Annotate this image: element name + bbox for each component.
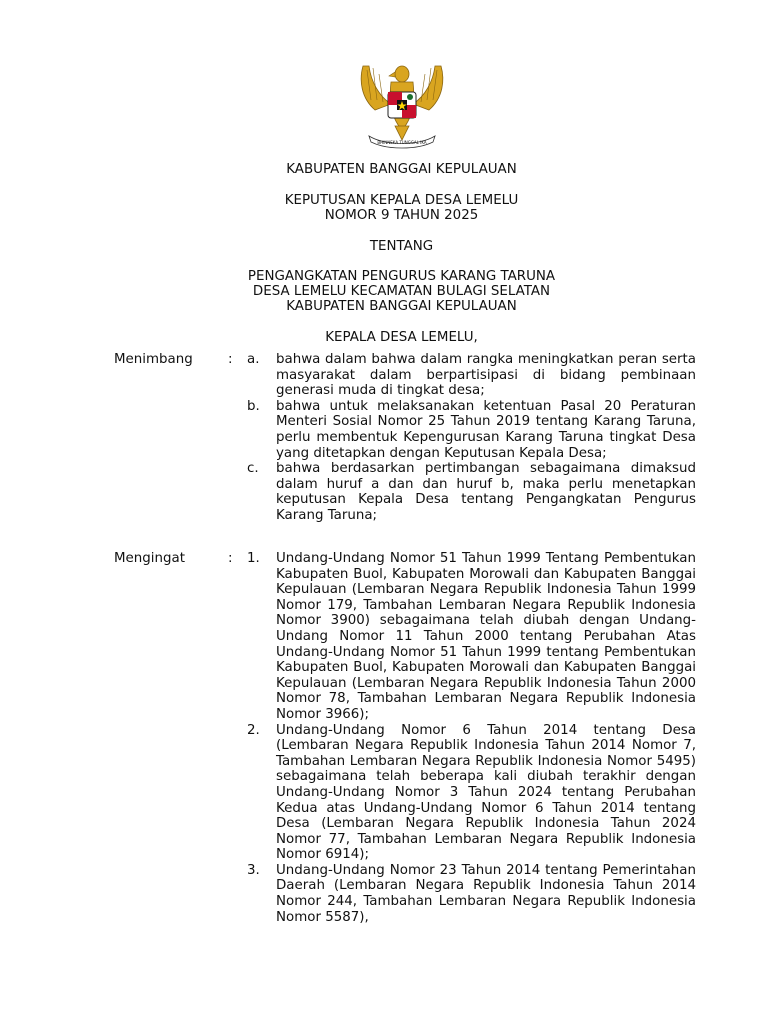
garuda-pancasila-emblem bbox=[355, 60, 449, 150]
menimbang-item bbox=[114, 399, 696, 461]
mengingat-item bbox=[114, 723, 696, 863]
item-marker: 1. bbox=[247, 551, 260, 566]
item-marker: 2. bbox=[247, 722, 260, 738]
item-text: bahwa berdasarkan pertimbangan sebagaimana dimaksud dalam huruf a dan dan huruf b, maka perlu menetapkan keputusan Kepala Desa tentang Pengangkatan Pengurus Karang Taruna; bbox=[276, 461, 696, 523]
item-text: Undang-Undang Nomor 51 Tahun 1999 Tentang Pembentukan Kabupaten Buol, Kabupaten Morowali dan Kabupaten Banggai Kepulauan (Lembaran Negara Republik Indonesia Tahun 1999 Nomor 179, Tambahan Lembaran Negara Republik Indonesia Nomor 3900) sebagaimana telah diubah dengan Undang-Undang Nomor 11 Tahun 2000 tentang Perubahan Atas Undang-Undang Nomor 51 Tahun 1999 tentang Pembentukan Kabupaten Buol, Kabupaten Morowali dan Kabupaten Banggai Kepulauan (Lembaran Negara Republik Indonesia Tahun 2000 Nomor 78, Tambahan Lembaran Negara Republik Indonesia Nomor 3966); bbox=[276, 551, 696, 722]
item-marker: c. bbox=[247, 461, 259, 477]
menimbang-section bbox=[114, 352, 696, 524]
subject-line-1: PENGANGKATAN PENGURUS KARANG TARUNA bbox=[247, 269, 556, 284]
subject-line-2: DESA LEMELU KECAMATAN BULAGI SELATAN bbox=[252, 284, 551, 299]
mengingat-colon: : bbox=[228, 551, 233, 566]
mengingat-item bbox=[114, 863, 696, 925]
item-marker: 3. bbox=[247, 862, 260, 878]
menimbang-item bbox=[114, 352, 696, 399]
item-text: bahwa untuk melaksanakan ketentuan Pasal 20 Peraturan Menteri Sosial Nomor 25 Tahun 2019 tentang Karang Taruna, perlu membentuk Kepengurusan Karang Taruna tingkat Desa yang ditetapkan dengan Keputusan Kepala Desa; bbox=[276, 398, 696, 461]
regency-title: KABUPATEN BANGGAI KEPULAUAN bbox=[286, 162, 517, 177]
decree-title: KEPUTUSAN KEPALA DESA LEMELU bbox=[284, 193, 519, 208]
subject-line-3: KABUPATEN BANGGAI KEPULAUAN bbox=[286, 299, 517, 314]
item-marker: a. bbox=[247, 352, 260, 367]
menimbang-item bbox=[114, 461, 696, 523]
about-heading: TENTANG bbox=[369, 239, 434, 254]
mengingat-label: Mengingat bbox=[114, 551, 185, 566]
mengingat-section bbox=[114, 551, 696, 925]
item-text: Undang-Undang Nomor 23 Tahun 2014 tentang Pemerintahan Daerah (Lembaran Negara Republik Indonesia Tahun 2014 Nomor 244, Tambahan Lembaran Negara Republik Indonesia Nomor 5587), bbox=[276, 862, 696, 925]
item-marker: b. bbox=[247, 398, 260, 414]
mengingat-item bbox=[114, 551, 696, 723]
svg-text:BHINNEKA TUNGGAL IKA: BHINNEKA TUNGGAL IKA bbox=[377, 140, 427, 145]
menimbang-colon: : bbox=[228, 352, 233, 367]
official-title: KEPALA DESA LEMELU, bbox=[325, 330, 478, 345]
item-text: Undang-Undang Nomor 6 Tahun 2014 tentang Desa (Lembaran Negara Republik Indonesia Tahun 2014 Nomor 7, Tambahan Lembaran Negara Republik Indonesia Nomor 5495) sebagaimana telah beberapa kali diubah terakhir dengan Undang-Undang Nomor 3 Tahun 2024 tentang Perubahan Kedua atas Undang-Undang Nomor 6 Tahun 2014 tentang Desa (Lembaran Negara Republik Indonesia Tahun 2024 Nomor 77, Tambahan Lembaran Negara Republik Indonesia Nomor 6914); bbox=[276, 722, 696, 863]
decree-number: NOMOR 9 TAHUN 2025 bbox=[324, 208, 479, 223]
menimbang-label: Menimbang bbox=[114, 352, 193, 367]
item-text: bahwa dalam bahwa dalam rangka meningkatkan peran serta masyarakat dalam berpartisipasi di bidang pembinaan generasi muda di tingkat desa; bbox=[276, 352, 696, 399]
